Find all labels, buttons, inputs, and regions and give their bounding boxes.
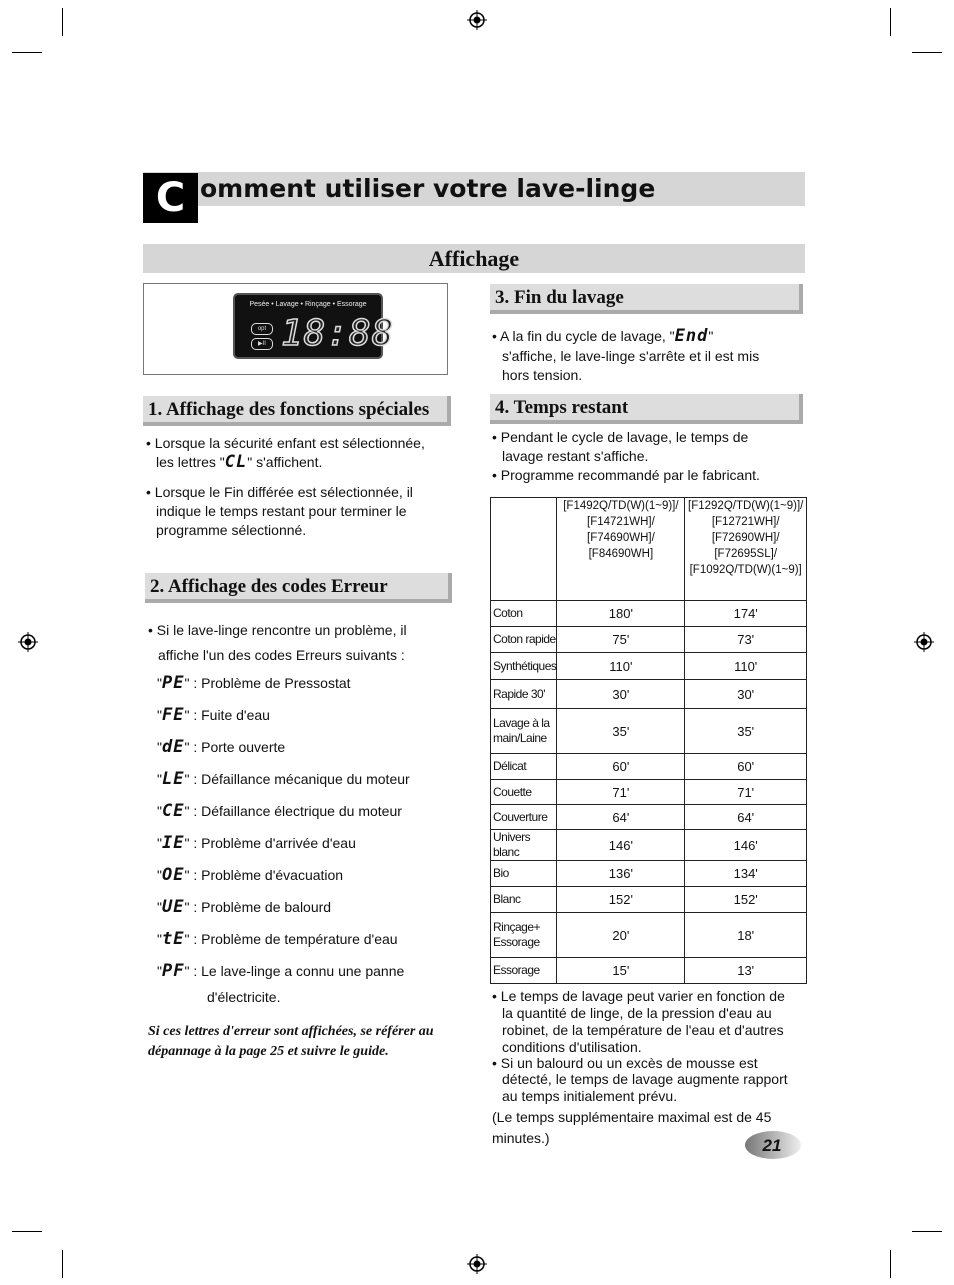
s4-after-line5: • Si un balourd ou un excès de mousse est [492,1055,758,1071]
code-cl: CL [224,452,248,472]
section-4-title: 4. Temps restant [490,394,803,424]
error-code-row: "UE" : Problème de balourd [157,897,332,917]
s4-extra-line2: minutes.) [492,1130,550,1146]
s4-after-line6: détecté, le temps de lavage augmente rapport [502,1071,788,1087]
s4-after-line2: la quantité de linge, de la pression d'eau au [502,1005,772,1021]
registration-mark-icon [467,1254,487,1274]
section-title: Affichage [143,244,805,273]
error-code-row: "PE" : Problème de Pressostat [157,673,351,693]
s4-line2: lavage restant s'affiche. [502,448,649,464]
s4-after-line7: au temps initialement prévu. [502,1088,678,1104]
error-code-row: "tE" : Problème de température d'eau [157,929,398,949]
registration-mark-icon [467,10,487,30]
s4-after-line4: conditions d'utilisation. [502,1039,642,1055]
lcd-panel [233,293,395,359]
table-row: Coton rapide 75' 73' [491,627,807,653]
table-row: Rapide 30' 30' 30' [491,680,807,709]
table-row: Rinçage+ Essorage 20' 18' [491,913,807,958]
table-row: Blanc 152' 152' [491,887,807,913]
s4-extra-line1: (Le temps supplémentaire maximal est de 45 [492,1109,772,1125]
error-code-row: "CE" : Défaillance électrique du moteur [157,801,402,821]
play-pause-icon: ▶II [251,338,273,350]
table-row: Lavage à la main/Laine 35' 35' [491,709,807,754]
page-title: omment utiliser votre lave-linge [200,174,656,203]
header-initial: C [143,173,198,223]
column-header-2: [F1292Q/TD(W)(1~9)]/ [F12721WH]/ [F72690WH]/ [F72695SL]/ [F1092Q/TD(W)(1~9)] [685,498,807,601]
s2-intro-line2: affiche l'un des codes Erreurs suivants : [158,647,405,663]
section-2-title: 2. Affichage des codes Erreur [145,573,452,603]
error-code-continuation: d'électricite. [207,989,281,1005]
error-code-row: "LE" : Défaillance mécanique du moteur [157,769,410,789]
lcd-digits: 18:88 [281,313,395,354]
s4-after-line3: robinet, de la température de l'eau et d'autres [502,1022,784,1038]
s4-after-line1: • Le temps de lavage peut varier en fonction de [492,988,785,1004]
crop-mark [912,52,942,53]
column-header-1: [F1492Q/TD(W)(1~9)]/ [F14721WH]/ [F74690WH]/ [F84690WH] [557,498,685,601]
s1-p2-line3: programme sélectionné. [156,522,307,538]
error-note: Si ces lettres d'erreur sont affichées, se référer au dépannage à la page 25 et suivre le guide. [148,1024,434,1059]
registration-mark-icon [18,632,38,652]
crop-mark [62,1250,63,1278]
s1-p1-line2: les lettres "CL" s'affichent. [156,452,323,472]
s3-line3: hors tension. [502,367,583,383]
table-row: Synthétiques 110' 110' [491,653,807,680]
s4-line1: • Pendant le cycle de lavage, le temps de [492,429,749,445]
page-number: 21 [762,1136,782,1155]
s1-p2-line2: indique le temps restant pour terminer le [156,503,407,519]
table-row: Couverture 64' 64' [491,805,807,830]
crop-mark [890,1250,891,1278]
wash-time-table [490,497,807,984]
option-button-icon: opt [251,323,273,335]
page-number-badge [745,1130,805,1160]
table-row: Essorage 15' 13' [491,958,807,984]
table-row: Délicat 60' 60' [491,754,807,780]
s3-line1: • A la fin du cycle de lavage, "End" [492,326,714,346]
error-code-row: "IE" : Problème d'arrivée d'eau [157,833,356,853]
crop-mark [12,52,42,53]
table-header-row [491,498,807,601]
section-3-title: 3. Fin du lavage [490,284,803,314]
table-row: Bio 136' 134' [491,861,807,887]
s1-p2-line1: • Lorsque le Fin différée est sélectionnée, il [146,484,413,500]
error-code-row: "dE" : Porte ouverte [157,737,286,757]
s3-line2: s'affiche, le lave-linge s'arrête et il est mis [502,348,760,364]
crop-mark [890,8,891,36]
table-row: Coton 180' 174' [491,601,807,627]
error-code-row: "FE" : Fuite d'eau [157,705,270,725]
section-1-title: 1. Affichage des fonctions spéciales [143,396,451,426]
crop-mark [912,1231,942,1232]
table-corner-cell [491,498,557,601]
s2-intro-line1: • Si le lave-linge rencontre un problème, il [148,622,407,638]
s4-line3: • Programme recommandé par le fabricant. [492,467,760,483]
error-code-row: "OE" : Problème d'évacuation [157,865,344,885]
registration-mark-icon [914,632,934,652]
code-end: End [674,326,709,346]
crop-mark [62,8,63,36]
s1-p1-line1: • Lorsque la sécurité enfant est sélectionnée, [146,435,425,451]
table-row: Couette 71' 71' [491,780,807,805]
error-code-row: "PF" : Le lave-linge a connu une panne [157,961,405,981]
lcd-labels: Pesée • Lavage • Rinçage • Essorage [249,301,367,308]
crop-mark [12,1231,42,1232]
table-row: Univers blanc 146' 146' [491,830,807,861]
